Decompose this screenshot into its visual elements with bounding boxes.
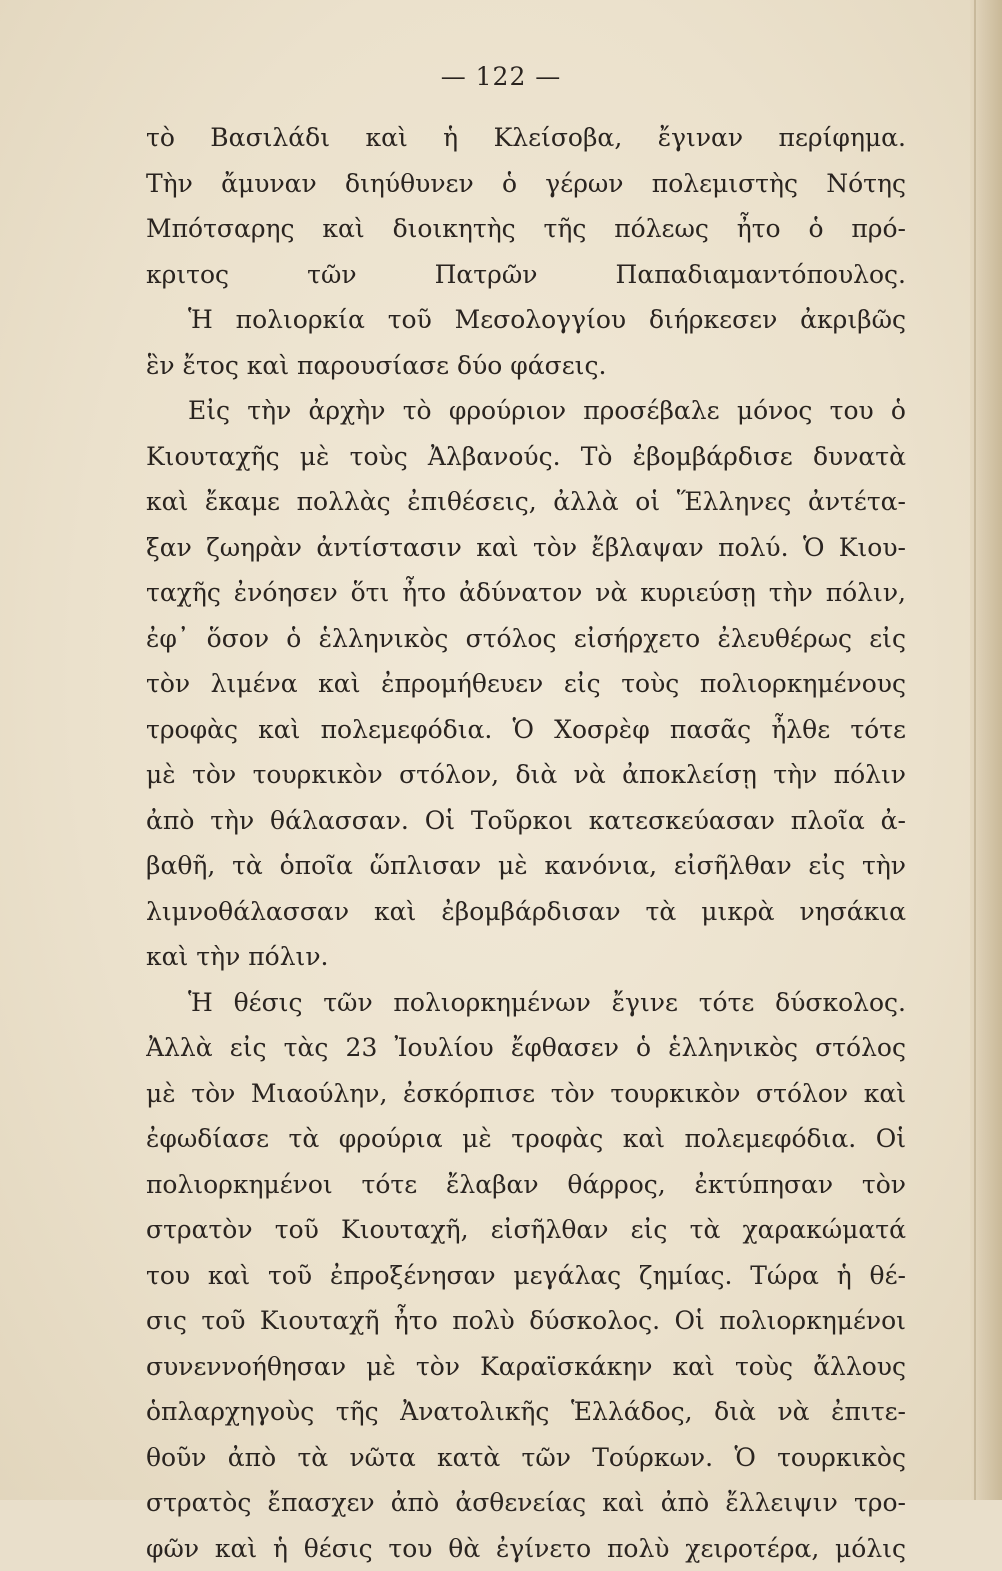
text-line: τὸν λιμένα καὶ ἐπρομήθευεν εἰς τοὺς πολιορκημένους — [146, 661, 906, 707]
text-line: Μπότσαρης καὶ διοικητὴς τῆς πόλεως ἦτο ὁ πρό- — [146, 206, 906, 252]
text-line: μὲ τὸν Μιαούλην, ἐσκόρπισε τὸν τουρκικὸν στόλον καὶ — [146, 1071, 906, 1117]
text-line: Ἡ πολιορκία τοῦ Μεσολογγίου διήρκεσεν ἀκριβῶς — [146, 297, 906, 343]
text-line: ἓν ἔτος καὶ παρουσίασε δύο φάσεις. — [146, 343, 906, 389]
text-line: ἐφ᾽ ὅσον ὁ ἑλληνικὸς στόλος εἰσήρχετο ἐλευθέρως εἰς — [146, 616, 906, 662]
text-line: θοῦν ἀπὸ τὰ νῶτα κατὰ τῶν Τούρκων. Ὁ τουρκικὸς — [146, 1435, 906, 1481]
text-line: ἀπὸ τὴν θάλασσαν. Οἱ Τοῦρκοι κατεσκεύασαν πλοῖα ἀ- — [146, 798, 906, 844]
text-line: στρατὸν τοῦ Κιουταχῆ, εἰσῆλθαν εἰς τὰ χαρακώματά — [146, 1207, 906, 1253]
text-line: μὲ τὸν τουρκικὸν στόλον, διὰ νὰ ἀποκλείσῃ τὴν πόλιν — [146, 752, 906, 798]
text-line: ἐφωδίασε τὰ φρούρια μὲ τροφὰς καὶ πολεμεφόδια. Οἱ — [146, 1116, 906, 1162]
body-text — [146, 115, 906, 1571]
text-line: τροφὰς καὶ πολεμεφόδια. Ὁ Χοσρὲφ πασᾶς ἦλθε τότε — [146, 707, 906, 753]
text-line: κριτος τῶν Πατρῶν Παπαδιαμαντόπουλος. — [146, 252, 906, 298]
page-binding-shadow — [974, 0, 976, 1500]
text-line: ξαν ζωηρὰν ἀντίστασιν καὶ τὸν ἔβλαψαν πολύ. Ὁ Κιου- — [146, 525, 906, 571]
text-line: πολιορκημένοι τότε ἔλαβαν θάρρος, ἐκτύπησαν τὸν — [146, 1162, 906, 1208]
text-line: καὶ τὴν πόλιν. — [146, 934, 906, 980]
text-line: Ἡ θέσις τῶν πολιορκημένων ἔγινε τότε δύσκολος. — [146, 980, 906, 1026]
text-line: σις τοῦ Κιουταχῆ ἦτο πολὺ δύσκολος. Οἱ πολιορκημένοι — [146, 1298, 906, 1344]
text-line: Τὴν ἄμυναν διηύθυνεν ὁ γέρων πολεμιστὴς Νότης — [146, 161, 906, 207]
text-line: τὸ Βασιλάδι καὶ ἡ Κλείσοβα, ἔγιναν περίφημα. — [146, 115, 906, 161]
text-line: ταχῆς ἐνόησεν ὅτι ἦτο ἀδύνατον νὰ κυριεύσῃ τὴν πόλιν, — [146, 570, 906, 616]
text-line: Εἰς τὴν ἀρχὴν τὸ φρούριον προσέβαλε μόνος του ὁ — [146, 388, 906, 434]
text-line: φῶν καὶ ἡ θέσις του θὰ ἐγίνετο πολὺ χειροτέρα, μόλις — [146, 1526, 906, 1571]
text-line: συνεννοήθησαν μὲ τὸν Καραϊσκάκην καὶ τοὺς ἄλλους — [146, 1344, 906, 1390]
text-line: καὶ ἔκαμε πολλὰς ἐπιθέσεις, ἀλλὰ οἱ Ἕλληνες ἀντέτα- — [146, 479, 906, 525]
page-number: — 122 — — [0, 62, 1002, 91]
text-line: ὁπλαρχηγοὺς τῆς Ἀνατολικῆς Ἑλλάδος, διὰ νὰ ἐπιτε- — [146, 1389, 906, 1435]
text-line: βαθῆ, τὰ ὁποῖα ὥπλισαν μὲ κανόνια, εἰσῆλθαν εἰς τὴν — [146, 843, 906, 889]
text-line: λιμνοθάλασσαν καὶ ἐβομβάρδισαν τὰ μικρὰ νησάκια — [146, 889, 906, 935]
text-line: Κιουταχῆς μὲ τοὺς Ἀλβανούς. Τὸ ἐβομβάρδισε δυνατὰ — [146, 434, 906, 480]
text-line: στρατὸς ἔπασχεν ἀπὸ ἀσθενείας καὶ ἀπὸ ἔλλειψιν τρο- — [146, 1480, 906, 1526]
text-line: του καὶ τοῦ ἐπροξένησαν μεγάλας ζημίας. Τώρα ἡ θέ- — [146, 1253, 906, 1299]
text-line: Ἀλλὰ εἰς τὰς 23 Ἰουλίου ἔφθασεν ὁ ἑλληνικὸς στόλος — [146, 1025, 906, 1071]
